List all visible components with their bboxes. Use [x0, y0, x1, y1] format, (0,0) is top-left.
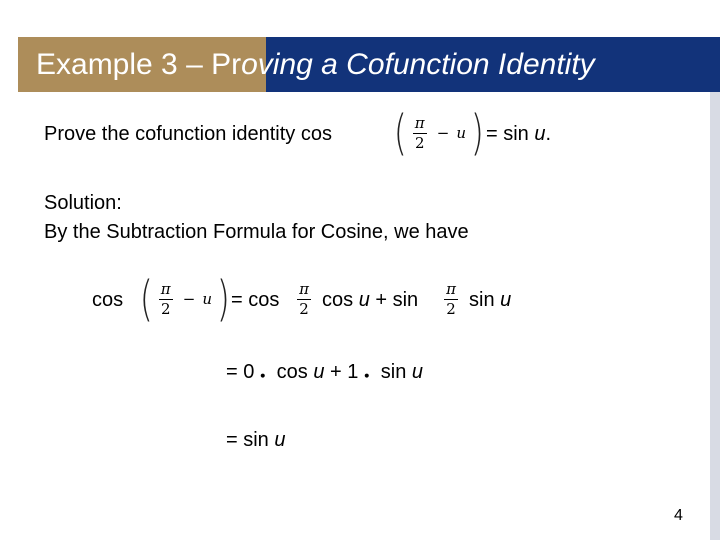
- problem-equals-sin: = sin: [486, 123, 535, 145]
- line1-cos: cos: [322, 289, 359, 311]
- slide-title: [36, 37, 595, 92]
- line2-sin: sin: [375, 361, 412, 383]
- variable-u: u: [202, 290, 212, 308]
- fraction-denominator: 2: [160, 299, 171, 318]
- line2-expression: [226, 360, 423, 386]
- problem-period: .: [545, 123, 552, 145]
- fraction-denominator: 2: [299, 300, 309, 318]
- title-bar: [18, 37, 720, 92]
- left-paren: (: [393, 105, 407, 161]
- line1-sin: sin: [469, 289, 501, 311]
- pi-over-2-fraction: [413, 115, 427, 152]
- minus-sign: −: [182, 290, 196, 308]
- line1-equals-cos: = cos: [231, 289, 280, 311]
- line3-equals-sin: = sin: [226, 429, 275, 451]
- slide-title-lead: Example 3 – Pr: [36, 48, 242, 81]
- slide-title-rest: oving a Cofunction Identity: [241, 48, 595, 81]
- right-paren: ): [216, 271, 230, 327]
- line1-pi-over-2-second: [444, 281, 458, 318]
- line2-equals-zero: = 0: [226, 361, 255, 383]
- problem-argument-expression: [391, 106, 487, 160]
- fraction-denominator: 2: [414, 133, 425, 152]
- line1-argument-expression: [137, 272, 233, 326]
- line1-cos-u-plus-sin: [322, 288, 418, 312]
- right-paren: ): [470, 105, 484, 161]
- line2-cos: cos: [271, 361, 314, 383]
- multiply-dot-symbol: ∙: [258, 368, 268, 384]
- line1-lhs-cos: cos: [92, 289, 124, 311]
- line1-variable-u: u: [358, 289, 370, 311]
- minus-sign: −: [436, 124, 450, 142]
- fraction-numerator: π: [446, 280, 456, 298]
- problem-variable-u: u: [534, 123, 546, 145]
- line1-sin-u: [469, 288, 511, 312]
- multiply-dot-symbol: ∙: [362, 368, 372, 384]
- pi-over-2-fraction: [159, 281, 173, 318]
- fraction-denominator: 2: [446, 300, 456, 318]
- side-shadow-strip: [710, 92, 720, 540]
- problem-statement-lead: Prove the cofunction identity cos: [44, 123, 332, 145]
- fraction-numerator: π: [160, 279, 171, 298]
- line2-variable-u: u: [313, 361, 325, 383]
- line3-variable-u: u: [274, 429, 286, 451]
- page-number: 4: [674, 507, 683, 524]
- fraction-numerator: π: [414, 113, 425, 132]
- solution-label: Solution:: [44, 192, 122, 214]
- line1-pi-over-2-first: [297, 281, 311, 318]
- line2-variable-u-2: u: [411, 361, 423, 383]
- variable-u: u: [456, 124, 466, 142]
- left-paren: (: [139, 271, 153, 327]
- line1-plus-sin: + sin: [369, 289, 419, 311]
- line1-variable-u-2: u: [500, 289, 512, 311]
- line2-plus-one: + 1: [324, 361, 359, 383]
- fraction-numerator: π: [299, 280, 309, 298]
- problem-statement-tail: [486, 122, 551, 146]
- line3-expression: [226, 428, 285, 452]
- solution-intro: By the Subtraction Formula for Cosine, we have: [44, 221, 469, 243]
